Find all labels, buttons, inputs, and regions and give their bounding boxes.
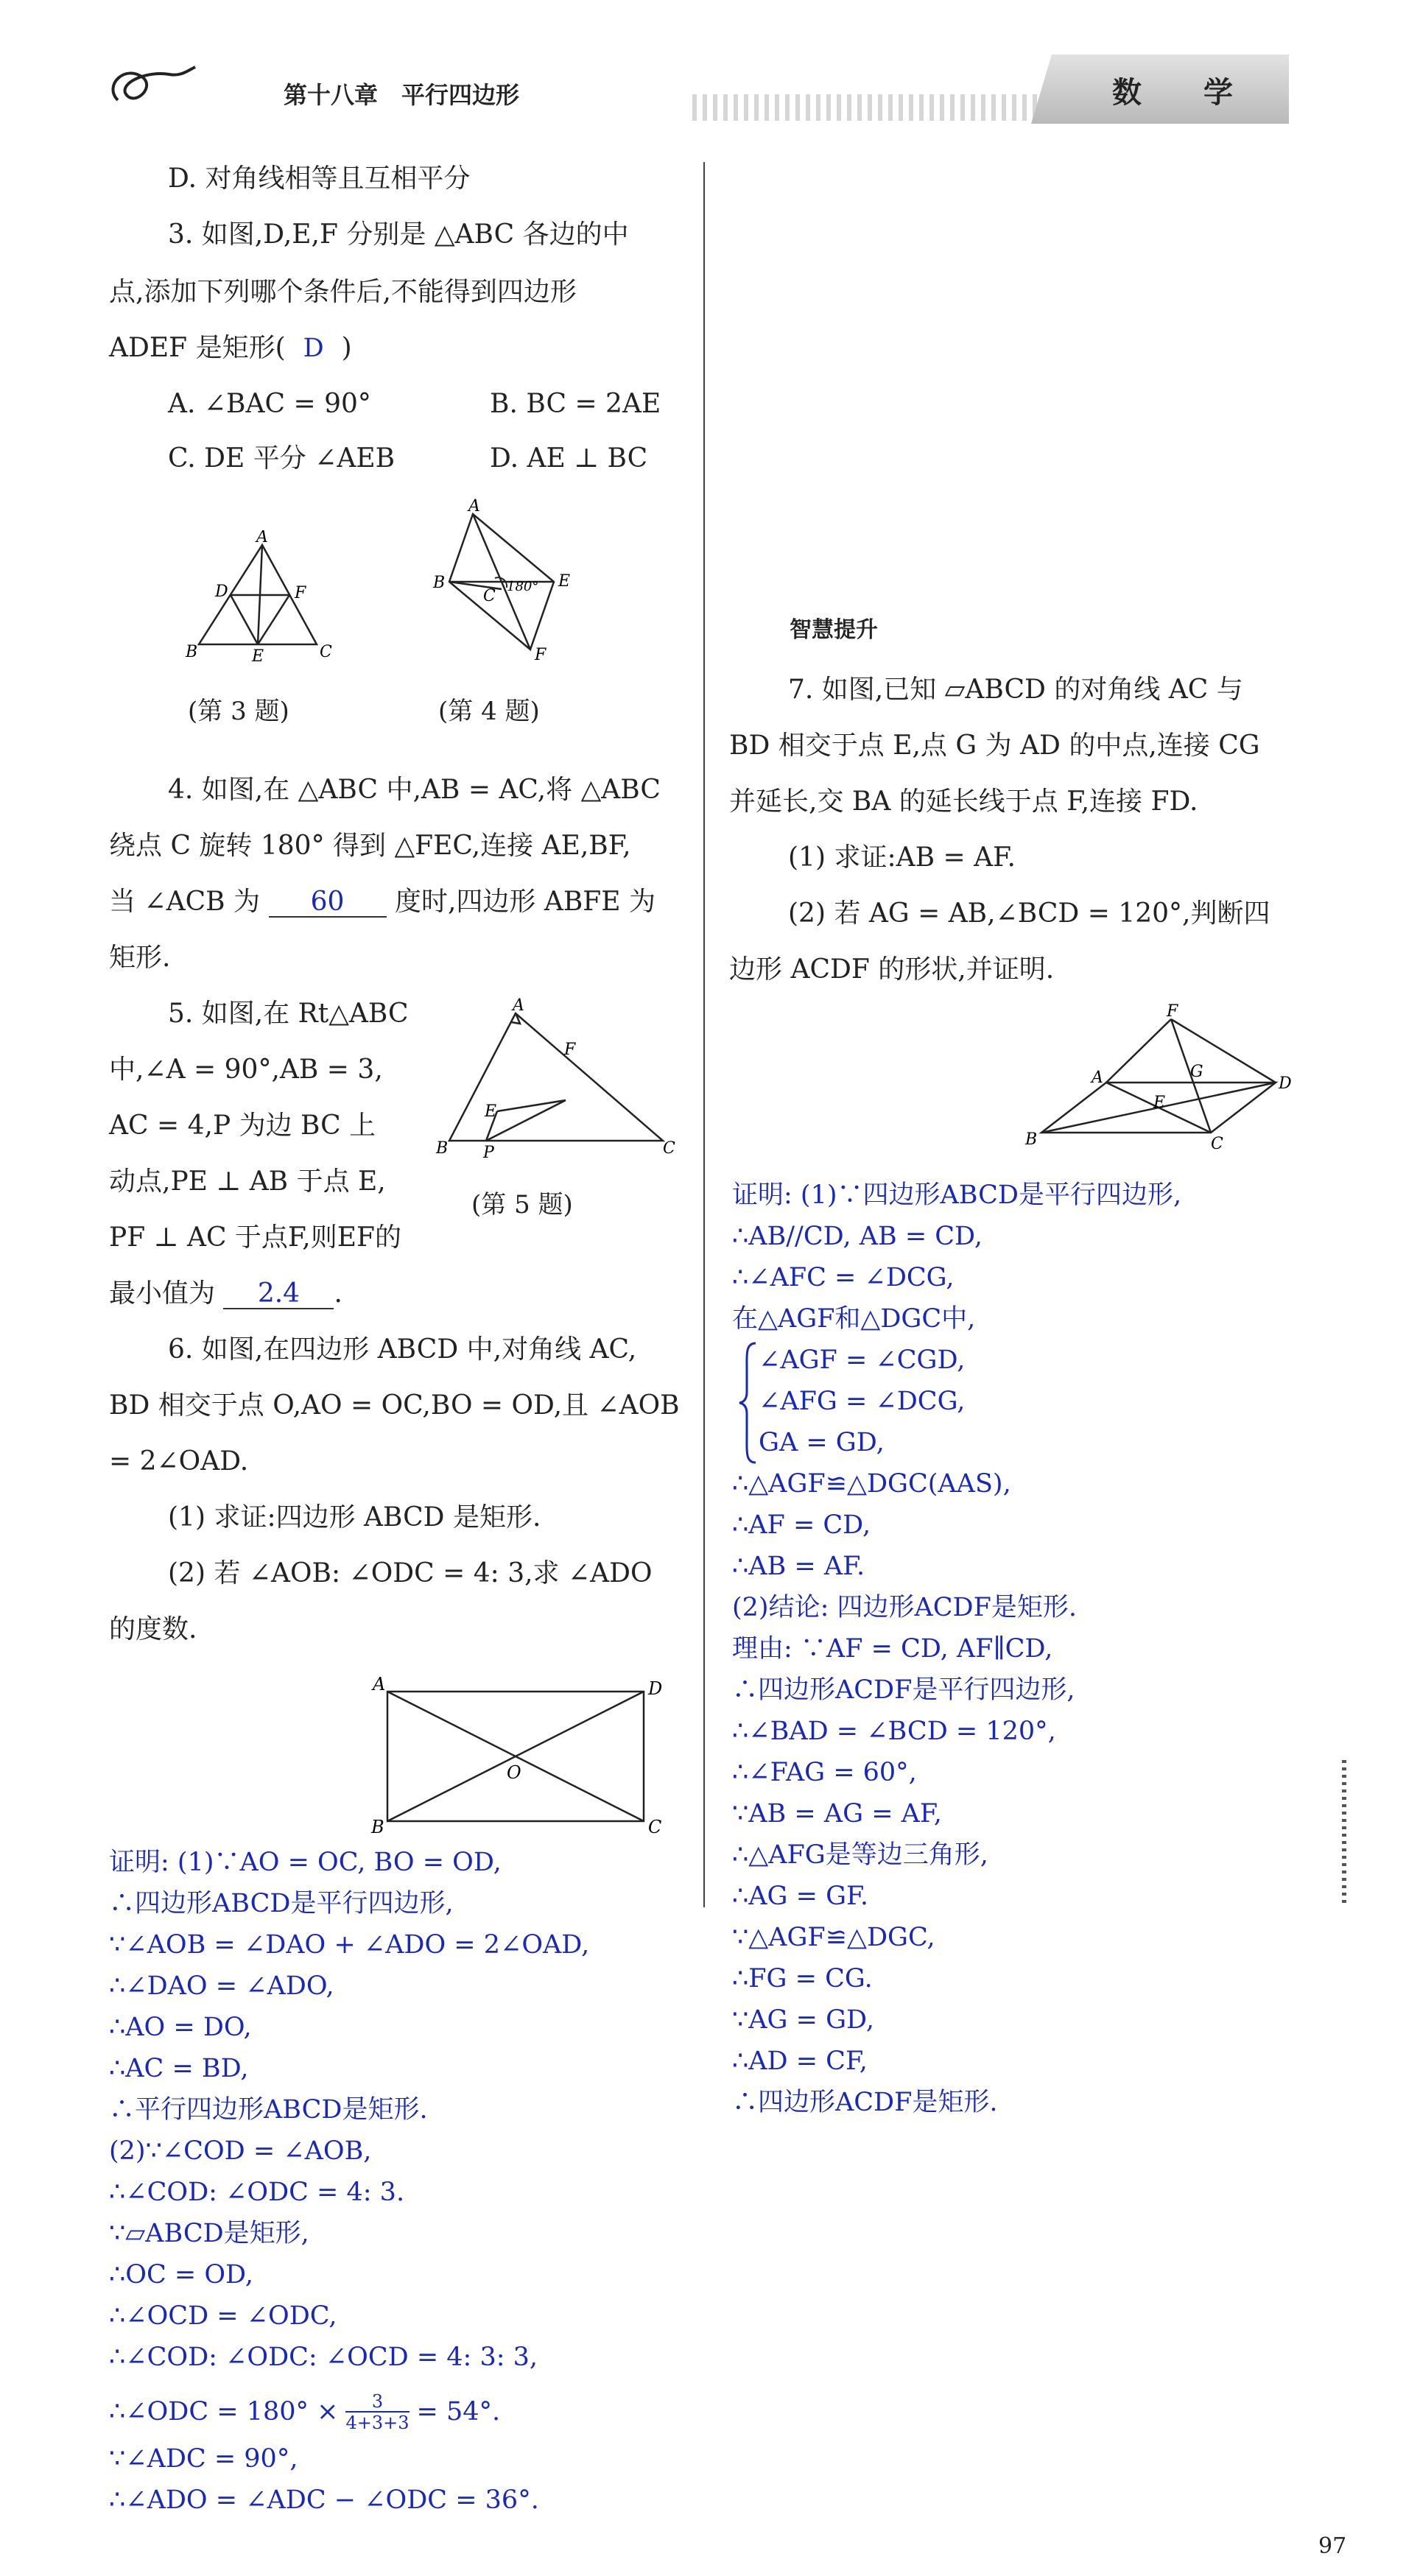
q5-suffix: . (334, 1278, 342, 1309)
q6-line2: BD 相交于点 O,AO = OC,BO = OD,且 ∠AOB (109, 1390, 680, 1421)
sol6-line2: ∴四边形ABCD是平行四边形, (109, 1889, 454, 1918)
sol6-line3: ∵∠AOB = ∠DAO + ∠ADO = 2∠OAD, (109, 1930, 590, 1960)
fig4-label-f: F (535, 646, 546, 664)
fig5-label-e: E (485, 1102, 497, 1121)
sol6-fraction (345, 2392, 409, 2432)
sol7-line22: ∴AD = CF, (732, 2047, 868, 2076)
q5-line5: PF ⊥ AC 于点F,则EF的 (109, 1222, 402, 1253)
sol6-line5: ∴AO = DO, (109, 2013, 252, 2042)
sol7-line20: ∴FG = CG. (732, 1964, 873, 1993)
fig7-label-c: C (1211, 1135, 1223, 1150)
q3-answer: D (303, 334, 324, 363)
q3-line1: 3. 如图,D,E,F 分别是 △ABC 各边的中 (168, 219, 629, 250)
fig6-label-a: A (373, 1674, 386, 1695)
sol6-line4: ∴∠DAO = ∠ADO, (109, 1971, 334, 2001)
sol7-line17: ∴△AFG是等边三角形, (732, 1840, 988, 1870)
sol7-line11: (2)结论: 四边形ACDF是矩形. (732, 1593, 1078, 1622)
fig7-label-g: G (1190, 1063, 1203, 1081)
page-number: 97 (1318, 2533, 1347, 2559)
q5-line6 (109, 1280, 342, 1309)
sol7-line6: ∠AFG = ∠DCG, (759, 1387, 966, 1416)
q4-line3 (109, 888, 655, 918)
sol7-brace-icon (737, 1340, 759, 1465)
sol7-line1: 证明: (1)∵四边形ABCD是平行四边形, (732, 1180, 1182, 1210)
q6-line1: 6. 如图,在四边形 ABCD 中,对角线 AC, (168, 1334, 637, 1365)
sol6-line14 (109, 2386, 500, 2438)
margin-perforation (1342, 1760, 1346, 1907)
column-divider (703, 162, 705, 1907)
fig5-label-p: P (483, 1144, 494, 1162)
fig7-label-b: B (1025, 1130, 1038, 1149)
sol6-line8: (2)∵∠COD = ∠AOB, (109, 2136, 372, 2166)
q7-line1: 7. 如图,已知 ▱ABCD 的对角线 AC 与 (788, 675, 1243, 705)
sol7-line18: ∴AG = GF. (732, 1882, 868, 1911)
q6-line6: 的度数. (109, 1614, 197, 1644)
q4-line1: 4. 如图,在 △ABC 中,AB = AC,将 △ABC (168, 775, 661, 805)
q4-line2: 绕点 C 旋转 180° 得到 △FEC,连接 AE,BF, (109, 831, 631, 861)
sol6-line10: ∵▱ABCD是矩形, (109, 2219, 309, 2248)
q4-suffix: 度时,四边形 ABFE 为 (394, 887, 656, 917)
sol6-line11: ∴OC = OD, (109, 2260, 253, 2290)
sol7-line21: ∵AG = GD, (732, 2005, 874, 2035)
sol7-line9: ∴AF = CD, (732, 1510, 871, 1540)
sol6-line1: 证明: (1)∵AO = OC, BO = OD, (109, 1848, 502, 1877)
sol7-line7: GA = GD, (759, 1428, 885, 1457)
q3-line3 (109, 334, 352, 362)
sol7-line12: 理由: ∵AF = CD, AF∥CD, (732, 1634, 1053, 1664)
fig6-label-o: O (507, 1762, 521, 1783)
sol6-line14-suffix: = 54°. (416, 2397, 501, 2427)
fig7-label-d: D (1279, 1074, 1292, 1093)
sol6-line6: ∴AC = BD, (109, 2054, 249, 2083)
sol6-line16: ∴∠ADO = ∠ADC − ∠ODC = 36°. (109, 2485, 539, 2515)
q7-part1: (1) 求证:AB = AF. (788, 842, 1016, 873)
sol7-line8: ∴△AGF≌△DGC(AAS), (732, 1469, 1011, 1499)
fig4-label-a: A (468, 497, 480, 515)
fig7-label-f: F (1167, 1003, 1178, 1021)
fig3-label-e: E (252, 647, 264, 663)
q5-line1: 5. 如图,在 Rt△ABC (168, 999, 409, 1029)
caption-fig3: (第 3 题) (188, 697, 289, 726)
sol7-line4: 在△AGF和△DGC中, (732, 1304, 976, 1334)
q4-line4: 矩形. (109, 943, 171, 973)
q5-answer-blank (223, 1280, 334, 1309)
q7-line6: 边形 ACDF 的形状,并证明. (729, 954, 1055, 985)
q3-option-a: A. ∠BAC = 90° (168, 389, 371, 419)
figure-6 (368, 1668, 678, 1848)
sol6-fraction-numerator: 3 (371, 2390, 384, 2412)
sol7-line5: ∠AGF = ∠CGD, (759, 1345, 966, 1375)
fig7-label-a: A (1092, 1069, 1103, 1087)
q7-part2: (2) 若 AG = AB,∠BCD = 120°,判断四 (788, 898, 1270, 929)
sol6-line9: ∴∠COD: ∠ODC = 4: 3. (109, 2178, 405, 2207)
sol7-line2: ∴AB//CD, AB = CD, (732, 1222, 983, 1251)
sol7-line15: ∴∠FAG = 60°, (732, 1758, 917, 1787)
q6-line3: = 2∠OAD. (109, 1446, 249, 1477)
figure-3 (177, 530, 339, 663)
section-title-wisdom: 智慧提升 (790, 617, 878, 643)
sol7-line14: ∴∠BAD = ∠BCD = 120°, (732, 1717, 1056, 1746)
fig4-label-e: E (558, 572, 571, 591)
fig6-label-d: D (648, 1678, 663, 1699)
caption-fig4: (第 4 题) (438, 697, 540, 726)
figure-7 (1024, 1003, 1304, 1150)
chapter-title: 第十八章 平行四边形 (284, 81, 520, 109)
fig3-label-f: F (295, 584, 306, 602)
fig7-label-e: E (1153, 1094, 1166, 1112)
q3-stem: ADEF 是矩形( (109, 333, 286, 363)
sol6-line12: ∴∠OCD = ∠ODC, (109, 2301, 337, 2331)
subject-title: 数 学 (1112, 76, 1249, 110)
header-bar (0, 0, 1420, 140)
fig3-label-a: A (256, 530, 268, 546)
fig4-label-c: C (483, 587, 496, 605)
sol6-fraction-denominator: 4+3+3 (345, 2412, 410, 2433)
sol7-line10: ∴AB = AF. (732, 1552, 865, 1581)
figure-4 (427, 493, 589, 670)
q4-answer: 60 (310, 887, 345, 917)
q5-answer: 2.4 (257, 1278, 300, 1309)
sol7-line13: ∴四边形ACDF是平行四边形, (732, 1675, 1075, 1705)
sol6-line13: ∴∠COD: ∠ODC: ∠OCD = 4: 3: 3, (109, 2343, 538, 2372)
q3-close: ) (341, 333, 352, 363)
header-dotted-band (692, 94, 1046, 121)
q3-option-b: B. BC = 2AE (490, 389, 661, 419)
fig3-label-d: D (215, 583, 228, 601)
fig3-label-b: B (186, 643, 198, 661)
q5-line2: 中,∠A = 90°,AB = 3, (109, 1055, 383, 1085)
q7-line2: BD 相交于点 E,点 G 为 AD 的中点,连接 CG (729, 731, 1260, 761)
logo-swirl-icon (103, 56, 199, 115)
fig6-label-c: C (648, 1817, 662, 1837)
fig3-label-c: C (320, 643, 332, 661)
figure-5 (435, 997, 678, 1166)
q6-part2: (2) 若 ∠AOB: ∠ODC = 4: 3,求 ∠ADO (168, 1558, 653, 1588)
fig4-angle-label: 180° (507, 579, 539, 594)
sol6-line14-prefix: ∴∠ODC = 180° × (109, 2397, 339, 2427)
q3-line2: 点,添加下列哪个条件后,不能得到四边形 (109, 277, 577, 307)
sol6-line7: ∴平行四边形ABCD是矩形. (109, 2095, 428, 2125)
fig5-label-f: F (564, 1041, 576, 1059)
q4-prefix: 当 ∠ACB 为 (109, 887, 261, 917)
q3-option-c: C. DE 平分 ∠AEB (168, 443, 396, 474)
q5-line4: 动点,PE ⊥ AB 于点 E, (109, 1166, 386, 1197)
q4-answer-blank (269, 888, 387, 918)
q5-prefix: 最小值为 (109, 1278, 216, 1309)
sol7-line16: ∵AB = AG = AF, (732, 1799, 942, 1829)
caption-fig5: (第 5 题) (471, 1190, 573, 1220)
sol7-line23: ∴四边形ACDF是矩形. (732, 2088, 998, 2117)
q5-line3: AC = 4,P 为边 BC 上 (109, 1111, 376, 1141)
fig4-label-b: B (433, 574, 446, 592)
q2-option-d: D. 对角线相等且互相平分 (168, 163, 471, 194)
sol6-line15: ∵∠ADC = 90°, (109, 2444, 298, 2474)
fig6-label-b: B (371, 1817, 384, 1837)
sol7-line19: ∵△AGF≌△DGC, (732, 1923, 935, 1952)
q7-line3: 并延长,交 BA 的延长线于点 F,连接 FD. (729, 786, 1198, 817)
fig5-label-a: A (513, 997, 524, 1015)
fig5-label-c: C (663, 1139, 675, 1158)
q6-part1: (1) 求证:四边形 ABCD 是矩形. (168, 1502, 541, 1532)
sol7-line3: ∴∠AFC = ∠DCG, (732, 1263, 955, 1292)
q3-option-d: D. AE ⊥ BC (490, 443, 648, 474)
fig5-label-b: B (436, 1139, 449, 1158)
